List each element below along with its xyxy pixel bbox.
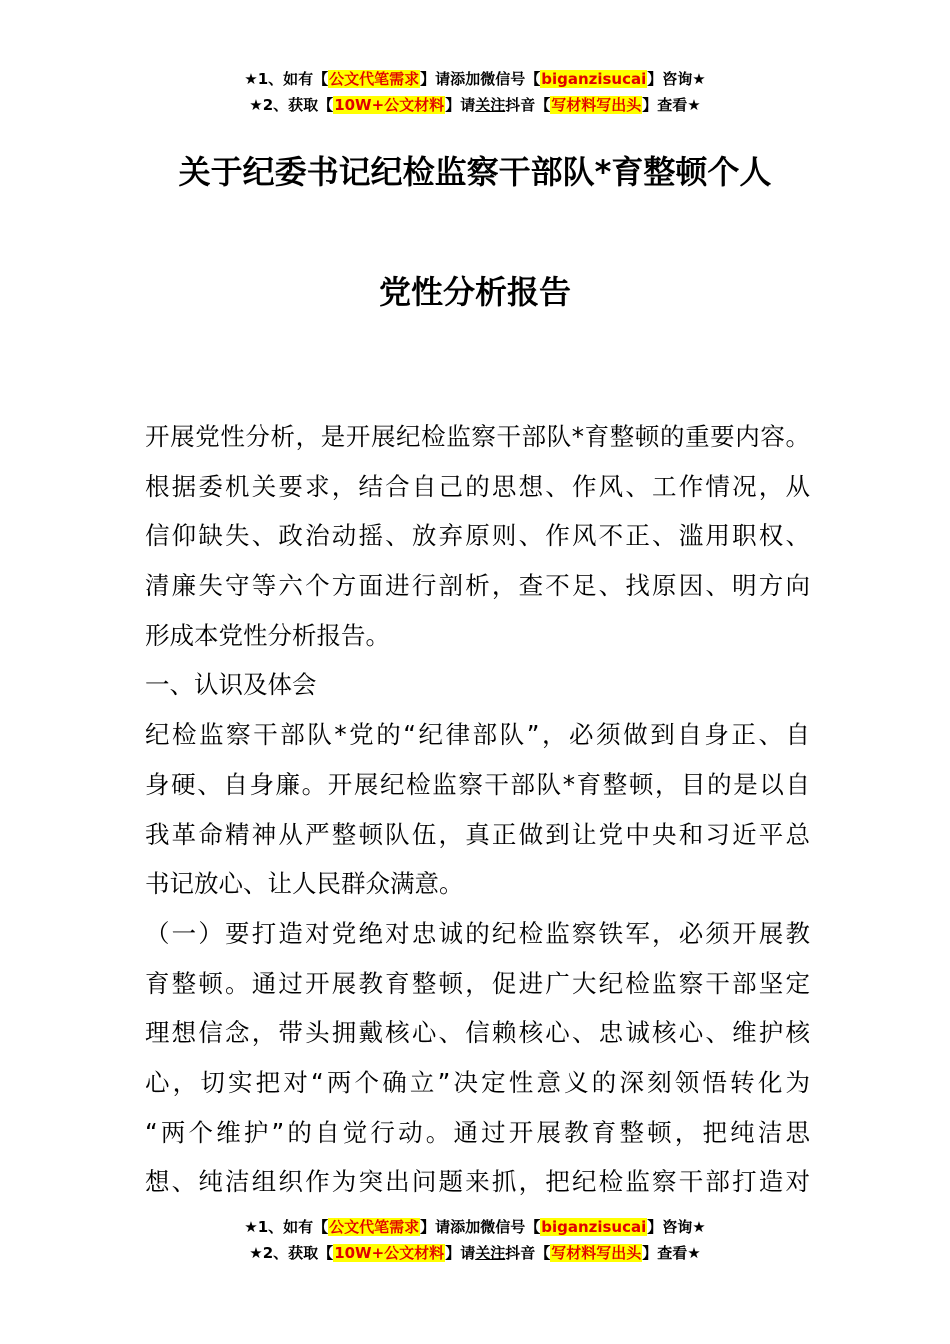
- banner-text: 抖音【: [505, 1244, 551, 1262]
- banner-highlight: biganzisucai: [541, 70, 647, 88]
- body-line: 育整顿。通过开展教育整顿，促进广大纪检监察干部坚定: [145, 968, 810, 998]
- banner-highlight: 公文代笔需求: [329, 70, 420, 88]
- banner-text: ★2、获取【: [249, 96, 334, 114]
- banner-highlight: 10W+公文材料: [334, 96, 445, 114]
- banner-text: 】请添: [420, 70, 466, 88]
- banner-underlined-text: 关注: [475, 1244, 506, 1262]
- body-line: 纪检监察干部队*党的“纪律部队”，必须做到自身正、自: [145, 720, 810, 750]
- banner-highlight: 10W+公文材料: [334, 1244, 445, 1262]
- banner-line-2: [0, 92, 950, 118]
- banner-highlight: 公文代笔需求: [329, 1218, 420, 1236]
- banner-highlight: biganzisucai: [541, 1218, 647, 1236]
- document-title-line-2: 党性分析报告: [378, 273, 571, 311]
- body-line: 书记放心、让人民群众满意。: [145, 869, 464, 899]
- banner-line-2: [0, 1240, 950, 1266]
- banner-line-1: [0, 66, 950, 92]
- banner-text: 】咨询★: [647, 1218, 706, 1236]
- banner-text: ★2、获取【: [249, 1244, 334, 1262]
- body-line: 形成本党性分析报告。: [145, 620, 390, 650]
- banner-text: 抖音【: [505, 96, 551, 114]
- document-title-line-1: 关于纪委书记纪检监察干部队*育整顿个人: [178, 153, 772, 191]
- banner-text: 】查看★: [642, 96, 701, 114]
- body-line: 我革命精神从严整顿队伍，真正做到让党中央和习近平总: [145, 819, 810, 849]
- banner-underlined-text: 关注: [475, 96, 506, 114]
- banner-text: 】咨询★: [647, 70, 706, 88]
- body-line: 根据委机关要求，结合自己的思想、作风、工作情况，从: [145, 471, 810, 501]
- banner-highlight: 写材料写出头: [551, 1244, 642, 1262]
- banner-text: 加: [465, 70, 481, 88]
- footer-banner: [0, 1214, 950, 1266]
- banner-text: 】查看★: [642, 1244, 701, 1262]
- banner-text: 】请添: [420, 1218, 466, 1236]
- banner-line-1: [0, 1214, 950, 1240]
- header-banner: [0, 66, 950, 118]
- banner-highlight: 写材料写出头: [551, 96, 642, 114]
- body-line: （一）要打造对党绝对忠诚的纪检监察铁军，必须开展教: [145, 918, 810, 948]
- banner-text: 微信号【: [480, 70, 541, 88]
- body-line: “两个维护”的自觉行动。通过开展教育整顿，把纯洁思: [145, 1117, 810, 1147]
- body-line: 开展党性分析，是开展纪检监察干部队*育整顿的重要内容。: [145, 422, 810, 451]
- section-heading: 一、认识及体会: [145, 670, 317, 700]
- banner-text: ★1、如有【: [244, 70, 329, 88]
- banner-text: 微信号【: [480, 1218, 541, 1236]
- banner-text: 】请: [445, 96, 476, 114]
- banner-text: 加: [465, 1218, 481, 1236]
- body-line: 清廉失守等六个方面进行剖析，查不足、找原因、明方向: [145, 571, 810, 601]
- body-line: 信仰缺失、政治动摇、放弃原则、作风不正、滥用职权、: [145, 521, 810, 551]
- banner-text: 】请: [445, 1244, 476, 1262]
- body-line: 心，切实把对“两个确立”决定性意义的深刻领悟转化为: [145, 1067, 810, 1097]
- document-body: [145, 412, 810, 1207]
- banner-text: ★1、如有【: [244, 1218, 329, 1236]
- body-line: 理想信念，带头拥戴核心、信赖核心、忠诚核心、维护核: [145, 1018, 810, 1048]
- body-line: 身硬、自身廉。开展纪检监察干部队*育整顿，目的是以自: [145, 769, 810, 799]
- body-line: 想、纯洁组织作为突出问题来抓，把纪检监察干部打造对: [145, 1167, 810, 1197]
